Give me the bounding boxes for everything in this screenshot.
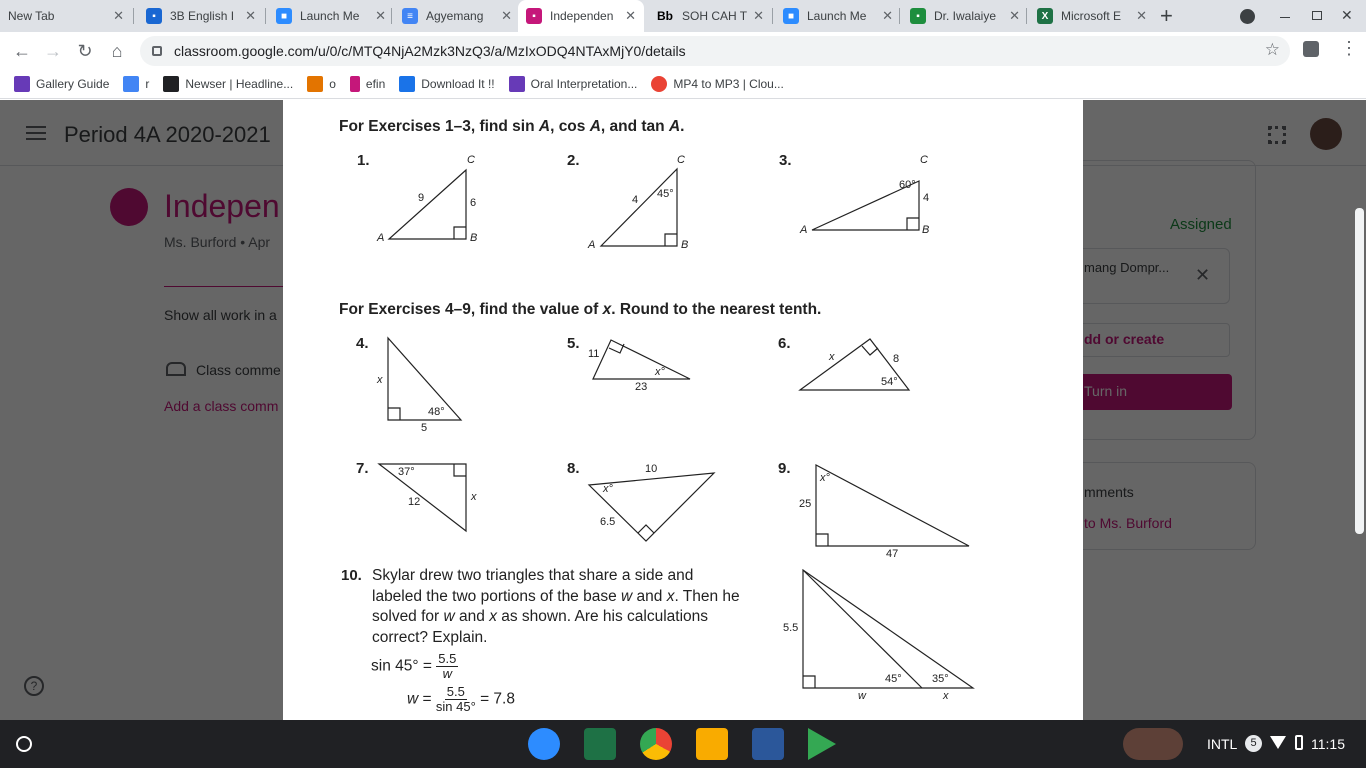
- excel-icon[interactable]: [584, 728, 616, 760]
- ime-label[interactable]: INTL: [1207, 736, 1238, 752]
- label-2-B: B: [681, 239, 689, 251]
- tab-launch-meeting-2[interactable]: [775, 0, 901, 32]
- docs-icon: ≡: [402, 8, 418, 24]
- window-close-icon[interactable]: ✕: [1341, 7, 1353, 23]
- zoom-icon: ■: [783, 8, 799, 24]
- bookmark-r[interactable]: [123, 76, 149, 92]
- close-icon[interactable]: ✕: [1009, 8, 1020, 23]
- menu-dots-icon[interactable]: ⋮: [1340, 38, 1358, 58]
- tab-title: Agyemang: [426, 9, 484, 23]
- bookmark-label: Download It !!: [421, 77, 495, 91]
- bookmark-label: MP4 to MP3 | Clou...: [673, 77, 784, 91]
- label-4-base: 5: [421, 422, 428, 434]
- back-icon[interactable]: ←: [13, 40, 31, 61]
- classroom-icon: ▪: [910, 8, 926, 24]
- label-9-base: 47: [886, 548, 899, 560]
- label-2-A: A: [588, 239, 596, 251]
- bookmark-label: efin: [365, 77, 386, 91]
- label-8-side: 6.5: [600, 516, 616, 528]
- close-icon[interactable]: ✕: [882, 8, 893, 23]
- bookmark-star-icon[interactable]: ☆: [1264, 40, 1280, 59]
- close-icon[interactable]: ✕: [753, 8, 764, 23]
- label-2-C: C: [677, 154, 685, 166]
- close-icon[interactable]: ✕: [113, 8, 124, 23]
- scrollbar[interactable]: [1355, 208, 1364, 534]
- label-1-A: A: [377, 232, 385, 244]
- exercise-number-7: 7.: [356, 460, 369, 477]
- new-tab-button[interactable]: +: [1160, 3, 1173, 28]
- close-icon[interactable]: ✕: [245, 8, 256, 23]
- label-3-C: C: [920, 154, 928, 166]
- tab-title: Launch Me: [807, 9, 867, 23]
- exercise-number-1: 1.: [357, 152, 370, 169]
- label-8-top: 10: [645, 463, 658, 475]
- exercise-number-10: 10.: [341, 567, 362, 584]
- tab-search-icon[interactable]: [1240, 9, 1255, 24]
- lock-icon: [152, 46, 162, 56]
- label-10-height: 5.5: [783, 622, 799, 634]
- tab-title: Independen: [550, 9, 614, 23]
- label-6-angle: 54°: [881, 376, 898, 388]
- header-exercises-1-3: For Exercises 1–3, find sin A, cos A, and tan A.: [339, 118, 685, 135]
- bookmarks-bar: [0, 70, 1366, 99]
- tab-title: 3B English I: [170, 9, 235, 23]
- user-avatar[interactable]: [1123, 728, 1183, 760]
- battery-icon[interactable]: [1295, 735, 1303, 750]
- bb-icon: Bb: [657, 9, 673, 23]
- bookmark-o[interactable]: [307, 76, 336, 92]
- exercise-number-6: 6.: [778, 335, 791, 352]
- bookmark-newser[interactable]: [163, 76, 293, 92]
- exercise-number-4: 4.: [356, 335, 369, 352]
- play-store-icon[interactable]: [808, 728, 836, 760]
- label-1-side: 6: [470, 197, 477, 209]
- person-icon: [307, 76, 323, 92]
- tab-title: Dr. Iwalaiye: [934, 9, 997, 23]
- home-icon[interactable]: ⌂: [111, 40, 123, 61]
- label-9-angle: x°: [820, 472, 830, 484]
- label-3-angle: 60°: [899, 179, 916, 191]
- label-3-A: A: [800, 224, 808, 236]
- forms-icon: [14, 76, 30, 92]
- close-icon[interactable]: ✕: [375, 8, 386, 23]
- kahoot-icon: [350, 76, 360, 92]
- forms-icon: [509, 76, 525, 92]
- zoom-icon[interactable]: [528, 728, 560, 760]
- label-7-angle: 37°: [398, 466, 415, 478]
- triangle-7: [379, 464, 466, 531]
- exercise-number-9: 9.: [778, 460, 791, 477]
- bookmark-label: o: [329, 77, 336, 91]
- triangle-10: [803, 570, 973, 688]
- word-icon[interactable]: [752, 728, 784, 760]
- bookmark-label: r: [145, 77, 150, 91]
- label-1-C: C: [467, 154, 475, 166]
- reload-icon[interactable]: ↻: [77, 40, 93, 61]
- label-3-B: B: [922, 224, 930, 236]
- label-9-side: 25: [799, 498, 812, 510]
- exercise-number-5: 5.: [567, 335, 580, 352]
- bookmark-label: Gallery Guide: [36, 77, 110, 91]
- tab-agyemang[interactable]: [394, 0, 520, 32]
- classroom-icon: ▪: [526, 8, 542, 24]
- browser-toolbar: [0, 32, 1366, 70]
- tab-title: SOH CAH T: [682, 9, 748, 23]
- chrome-icon[interactable]: [640, 728, 672, 760]
- label-2-hyp: 4: [632, 194, 639, 206]
- bookmark-label: Newser | Headline...: [185, 77, 294, 91]
- label-8-angle: x°: [603, 483, 613, 495]
- tab-dr-iwalaiye[interactable]: [902, 0, 1028, 32]
- exercise-number-2: 2.: [567, 152, 580, 169]
- label-7-x: x: [471, 491, 477, 503]
- exercise-number-3: 3.: [779, 152, 792, 169]
- tab-title: Launch Me: [300, 9, 360, 23]
- tab-new-tab[interactable]: [0, 0, 132, 32]
- label-10-angle-45: 45°: [885, 673, 902, 685]
- label-6-x: x: [829, 351, 835, 363]
- equation-2: w = $\frac{5.5}{\sin 45^\circ}$ = 7.8: [407, 684, 515, 714]
- tab-independent-active[interactable]: [518, 0, 644, 32]
- label-6-side: 8: [893, 353, 900, 365]
- notification-badge[interactable]: 5: [1245, 735, 1262, 752]
- zoom-icon: ■: [276, 8, 292, 24]
- wifi-icon[interactable]: [1270, 736, 1286, 749]
- tab-title: Microsoft E: [1061, 9, 1122, 23]
- classroom-icon: ▪: [146, 8, 162, 24]
- label-3-side: 4: [923, 192, 930, 204]
- bookmark-oral-interpretation[interactable]: [509, 76, 638, 92]
- url-text: classroom.google.com/u/0/c/MTQ4NjA2Mzk3NzQ3/a/MzIxODQ4NTAxMjY0/details: [174, 43, 686, 59]
- restore-icon[interactable]: [1312, 11, 1322, 20]
- tab-strip: [0, 0, 1366, 32]
- tab-launch-meeting-1[interactable]: [268, 0, 394, 32]
- bookmark-label: Oral Interpretation...: [530, 77, 638, 91]
- label-1-B: B: [470, 232, 478, 244]
- worksheet-preview: [283, 100, 1083, 720]
- close-icon[interactable]: ✕: [501, 8, 512, 23]
- exercise-number-8: 8.: [567, 460, 580, 477]
- header-exercises-4-9: For Exercises 4–9, find the value of x. Round to the nearest tenth.: [339, 301, 822, 318]
- extensions-icon[interactable]: [1303, 41, 1319, 57]
- equation-1: sin 45° = $\frac{5.5}{w}$: [371, 651, 457, 681]
- label-10-angle-35: 35°: [932, 673, 949, 685]
- close-icon[interactable]: ✕: [1136, 8, 1147, 23]
- tab-3b-english[interactable]: [138, 0, 264, 32]
- newser-icon: [163, 76, 179, 92]
- address-bar[interactable]: [140, 36, 1290, 66]
- label-4-x: x: [377, 374, 383, 386]
- bookmark-gallery-guide[interactable]: [14, 76, 109, 92]
- bookmark-download-it[interactable]: [399, 76, 494, 92]
- bookmark-efin[interactable]: [350, 76, 385, 92]
- label-5-angle: x°: [655, 366, 665, 378]
- folder-icon: [399, 76, 415, 92]
- label-1-hyp: 9: [418, 192, 425, 204]
- forward-icon[interactable]: →: [44, 40, 62, 61]
- os-shelf: [0, 720, 1366, 768]
- tab-title: New Tab: [8, 9, 55, 23]
- clock[interactable]: 11:15: [1311, 736, 1345, 752]
- excel-icon: X: [1037, 8, 1053, 24]
- tab-soh-cah-toa[interactable]: [646, 0, 772, 32]
- label-7-hyp: 12: [408, 496, 421, 508]
- docs-icon: [123, 76, 139, 92]
- triangle-5: [593, 340, 690, 379]
- launcher-icon[interactable]: [16, 736, 32, 752]
- minimize-icon[interactable]: [1280, 17, 1290, 18]
- label-10-w: w: [858, 690, 866, 702]
- label-5-side: 11: [588, 348, 600, 360]
- tab-microsoft-excel[interactable]: [1029, 0, 1155, 32]
- close-icon[interactable]: ✕: [625, 8, 636, 23]
- label-4-angle: 48°: [428, 406, 445, 418]
- label-10-x: x: [943, 690, 949, 702]
- triangle-9: [816, 465, 969, 546]
- cloud-icon: [651, 76, 667, 92]
- label-2-angle: 45°: [657, 188, 674, 200]
- classroom-icon[interactable]: [696, 728, 728, 760]
- label-5-base: 23: [635, 381, 648, 393]
- exercise-10-text: Skylar drew two triangles that share a side and labeled the two portions of the base w and x. Then he solved for w and x as shown. Are his calculations correct? Explain.: [372, 567, 740, 646]
- bookmark-mp4-to-mp3[interactable]: [651, 76, 784, 92]
